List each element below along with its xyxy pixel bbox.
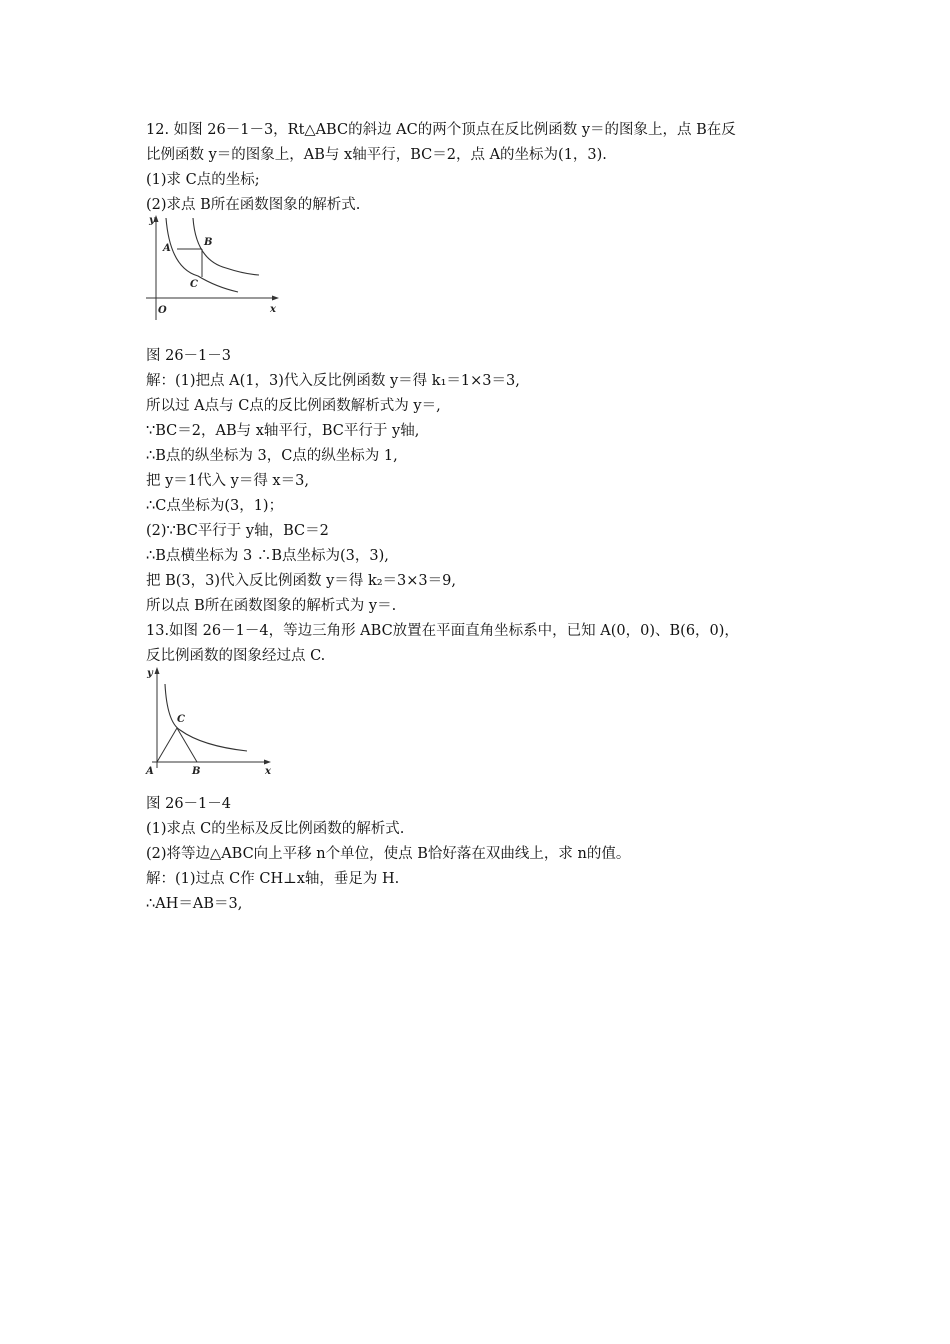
q12-solution-line: 把 y＝1代入 y＝得 x＝3, — [146, 473, 309, 489]
label-a: A — [146, 766, 154, 777]
label-c: C — [190, 279, 198, 290]
q13-line-1: 13.如图 26－1－4，等边三角形 ABC放置在平面直角坐标系中，已知 A(0，0)、B(6，0)， — [146, 623, 739, 639]
side-ac — [157, 728, 177, 762]
q12-solution-line: ∴C点坐标为(3，1)； — [146, 498, 284, 514]
q12-solution-line: ∴B点横坐标为 3 ∴B点坐标为(3，3), — [146, 548, 389, 564]
label-c: C — [177, 714, 185, 725]
q12-part-1: (1)求 C点的坐标; — [146, 172, 260, 188]
y-axis-arrow — [155, 667, 160, 674]
label-o: O — [158, 305, 167, 316]
label-y: y — [149, 215, 155, 226]
q12-solution-line: 所以过 A点与 C点的反比例函数解析式为 y＝, — [146, 398, 441, 414]
q13-solution-line: ∴AH＝AB＝3, — [146, 896, 243, 912]
q13-part-1: (1)求点 C的坐标及反比例函数的解析式. — [146, 821, 405, 837]
q12-line-2: 比例函数 y＝的图象上，AB与 x轴平行，BC＝2，点 A的坐标为(1，3). — [146, 147, 607, 163]
q13-line-2: 反比例函数的图象经过点 C. — [146, 648, 326, 664]
label-b: B — [204, 237, 213, 248]
q12-solution-line: 解：(1)把点 A(1，3)代入反比例函数 y＝得 k₁＝1×3＝3, — [146, 373, 520, 389]
figure-26-1-3 — [146, 212, 286, 324]
q13-part-2: (2)将等边△ABC向上平移 n个单位，使点 B恰好落在双曲线上，求 n的值。 — [146, 846, 631, 862]
label-x: x — [265, 766, 271, 777]
label-x: x — [270, 304, 276, 315]
label-y: y — [147, 668, 153, 679]
figure-26-1-4 — [144, 664, 276, 778]
curve-through-b — [193, 218, 259, 275]
q12-caption: 图 26－1－3 — [146, 348, 232, 364]
side-cb — [177, 728, 197, 762]
q12-solution-line: ∴B点的纵坐标为 3，C点的纵坐标为 1, — [146, 448, 398, 464]
label-b: B — [192, 766, 201, 777]
q12-solution-line: 所以点 B所在函数图象的解析式为 y＝. — [146, 598, 397, 614]
q12-solution-line: ∵BC＝2，AB与 x轴平行，BC平行于 y轴, — [146, 423, 420, 439]
x-axis-arrow — [264, 760, 271, 765]
q12-part-2: (2)求点 B所在函数图象的解析式. — [146, 197, 361, 213]
q13-solution-line: 解：(1)过点 C作 CH⊥x轴，垂足为 H. — [146, 871, 400, 887]
x-axis-arrow — [272, 296, 279, 301]
q12-line-1: 12. 如图 26－1－3，Rt△ABC的斜边 AC的两个顶点在反比例函数 y＝的图象上，点 B在反 — [146, 122, 736, 138]
q13-caption: 图 26－1－4 — [146, 796, 232, 812]
label-a: A — [163, 243, 171, 254]
q12-solution-line: 把 B(3，3)代入反比例函数 y＝得 k₂＝3×3＝9, — [146, 573, 456, 589]
q12-solution-line: (2)∵BC平行于 y轴，BC＝2 — [146, 523, 329, 539]
